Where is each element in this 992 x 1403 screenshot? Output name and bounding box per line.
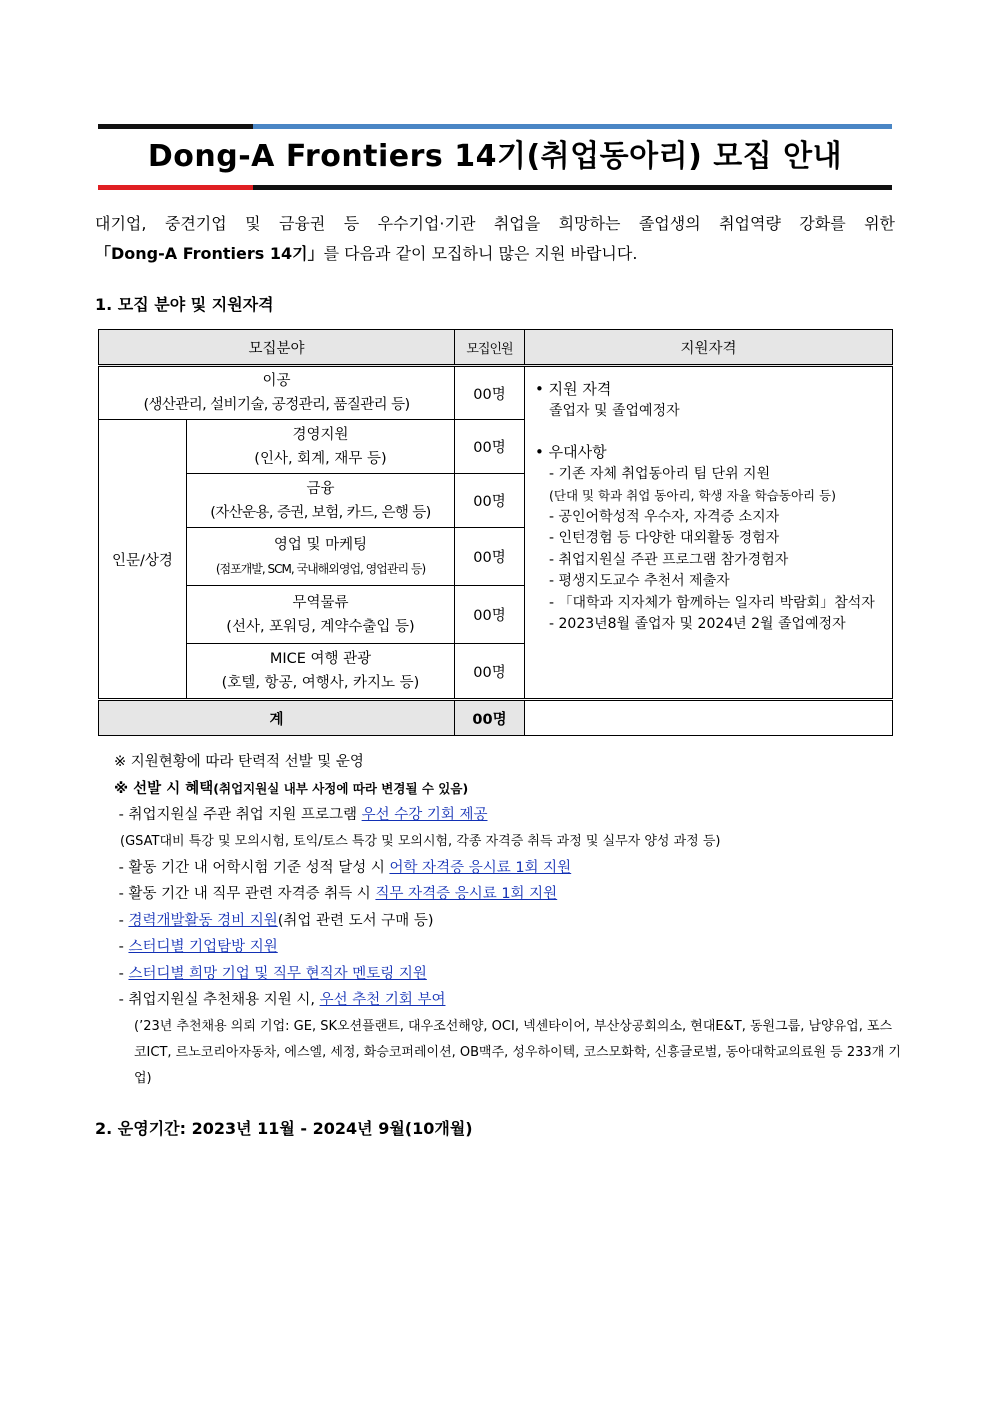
qual-title-1: • 지원 자격	[535, 380, 612, 398]
qual-item: - 「대학과 지자체가 함께하는 일자리 박람회」참석자	[549, 594, 875, 611]
table-row	[99, 366, 893, 420]
field-cell	[99, 366, 455, 420]
benefit-item	[114, 855, 899, 882]
benefit-highlight: 어학 자격증 응시료 1회 지원	[389, 859, 572, 876]
qual-item: - 공인어학성적 우수자, 자격증 소지자	[549, 508, 780, 525]
field-detail: (선사, 포워딩, 계약수출입 등)	[226, 618, 415, 635]
field-detail: (생산관리, 설비기술, 공정관리, 품질관리 등)	[143, 397, 410, 413]
qualification-cell	[525, 366, 893, 700]
header-qualification: 지원자격	[525, 330, 893, 366]
benefit-text: (취업 관련 도서 구매 등)	[277, 912, 434, 929]
total-count: 00명	[455, 700, 525, 736]
recruitment-table	[98, 329, 893, 736]
benefit-highlight: 우선 추천 기회 부여	[319, 992, 446, 1008]
benefits-heading: ※ 선발 시 혜택	[114, 780, 214, 797]
benefit-highlight: 스터디별 기업탐방 지원	[128, 939, 278, 955]
benefit-item	[114, 987, 899, 1014]
field-name: MICE 여행 관광	[269, 651, 372, 667]
benefit-highlight: 경력개발활동 경비 지원	[128, 912, 278, 929]
header-field: 모집분야	[99, 330, 455, 366]
intro-line-2	[95, 239, 895, 269]
field-name: 경영지원	[292, 426, 349, 443]
benefit-dash: -	[118, 912, 129, 929]
benefit-item	[114, 961, 899, 988]
qual-line-1: 졸업자 및 졸업예정자	[549, 402, 680, 419]
section-2-heading: 2. 운영기간: 2023년 11월 - 2024년 9월(10개월)	[95, 1119, 473, 1138]
count-cell: 00명	[455, 420, 525, 474]
field-cell	[187, 586, 455, 644]
recommended-firms: (’23년 추천채용 의뢰 기업: GE, SK오션플랜트, 대우조선해양, OCI, 넥센타이어, 부산상공회의소, 현대E&T, 동원그룹, 남양유업, 포스코ICT, 르노코리아자동차, 에스엘, 세정, 화승코퍼레이션, OB맥주, 성우하이텍, 코스모화학, 신흥글로벌, 동아대학교의료원 등 233개 기업)	[134, 1018, 901, 1086]
total-row	[99, 700, 893, 736]
benefit-text: - 활동 기간 내 어학시험 기준 성적 달성 시	[118, 859, 390, 876]
table-header-row	[99, 330, 893, 366]
field-cell	[187, 644, 455, 700]
count-cell: 00명	[455, 528, 525, 586]
title-bottom-rule	[98, 185, 892, 190]
field-detail: (인사, 회계, 재무 등)	[254, 450, 387, 467]
benefits-caveat: (취업지원실 내부 사정에 따라 변경될 수 있음)	[213, 780, 469, 796]
total-blank	[525, 700, 893, 736]
count-cell: 00명	[455, 366, 525, 420]
benefit-text: - 활동 기간 내 직무 관련 자격증 취득 시	[118, 886, 376, 902]
qual-title-2: • 우대사항	[535, 443, 607, 461]
total-label: 계	[99, 700, 455, 736]
benefit-text: - 취업지원실 추천채용 지원 시,	[118, 992, 320, 1008]
benefit-highlight: 우선 수강 기회 제공	[361, 807, 488, 823]
benefit-text: - 취업지원실 주관 취업 지원 프로그램	[118, 807, 362, 823]
benefit-highlight: 직무 자격증 응시료 1회 지원	[375, 886, 558, 902]
benefit-item	[114, 881, 899, 908]
benefit-item	[114, 934, 899, 961]
note-flexible: ※ 지원현황에 따라 탄력적 선발 및 운영	[114, 754, 364, 770]
note-benefits	[114, 776, 899, 803]
field-cell	[187, 420, 455, 474]
qual-item: - 2023년8월 졸업자 및 2024년 2월 졸업예정자	[549, 616, 846, 632]
count-cell: 00명	[455, 586, 525, 644]
intro-line-1: 대기업, 중견기업 및 금융권 등 우수기업·기관 취업을 희망하는 졸업생의 취업역량 강화를 위한	[95, 214, 895, 233]
notes-block	[114, 749, 899, 1092]
qual-item: - 인턴경험 등 다양한 대외활동 경험자	[549, 530, 780, 546]
benefit-item	[114, 908, 899, 935]
field-name: 금융	[306, 480, 335, 497]
qual-item: (단대 및 학과 취업 동아리, 학생 자율 학습동아리 등)	[549, 488, 837, 503]
qual-item: - 취업지원실 주관 프로그램 참가경험자	[549, 551, 789, 568]
benefit-dash: -	[118, 965, 129, 982]
field-name: 영업 및 마케팅	[273, 536, 368, 553]
header-count: 모집인원	[455, 330, 525, 366]
field-detail: (호텔, 항공, 여행사, 카지노 등)	[221, 675, 420, 691]
title-top-rule	[98, 124, 892, 129]
benefit-subtext: (GSAT대비 특강 및 모의시험, 토익/토스 특강 및 모의시험, 각종 자격증 취득 과정 및 실무자 양성 과정 등)	[120, 833, 721, 849]
qual-item: - 기존 자체 취업동아리 팀 단위 지원	[549, 465, 771, 482]
field-name: 무역물류	[292, 594, 349, 611]
benefit-highlight: 스터디별 희망 기업 및 직무 현직자 멘토링 지원	[128, 965, 427, 982]
benefit-dash: -	[118, 939, 129, 955]
group-cell: 인문/상경	[99, 420, 187, 700]
field-detail: (자산운용, 증권, 보험, 카드, 은행 등)	[210, 504, 431, 521]
section-1-heading: 1. 모집 분야 및 지원자격	[95, 295, 274, 314]
field-cell	[187, 528, 455, 586]
count-cell: 00명	[455, 644, 525, 700]
field-detail: (점포개발, SCM, 국내해외영업, 영업관리 등)	[215, 561, 426, 576]
program-name: 「Dong-A Frontiers 14기」	[95, 244, 324, 263]
intro-line-2-rest: 를 다음과 같이 모집하니 많은 지원 바랍니다.	[323, 244, 638, 263]
field-cell	[187, 474, 455, 528]
count-cell: 00명	[455, 474, 525, 528]
qual-item: - 평생지도교수 추천서 제출자	[549, 573, 730, 589]
page-title: Dong-A Frontiers 14기(취업동아리) 모집 안내	[147, 139, 843, 174]
benefit-item	[114, 802, 899, 829]
field-name: 이공	[262, 373, 291, 389]
